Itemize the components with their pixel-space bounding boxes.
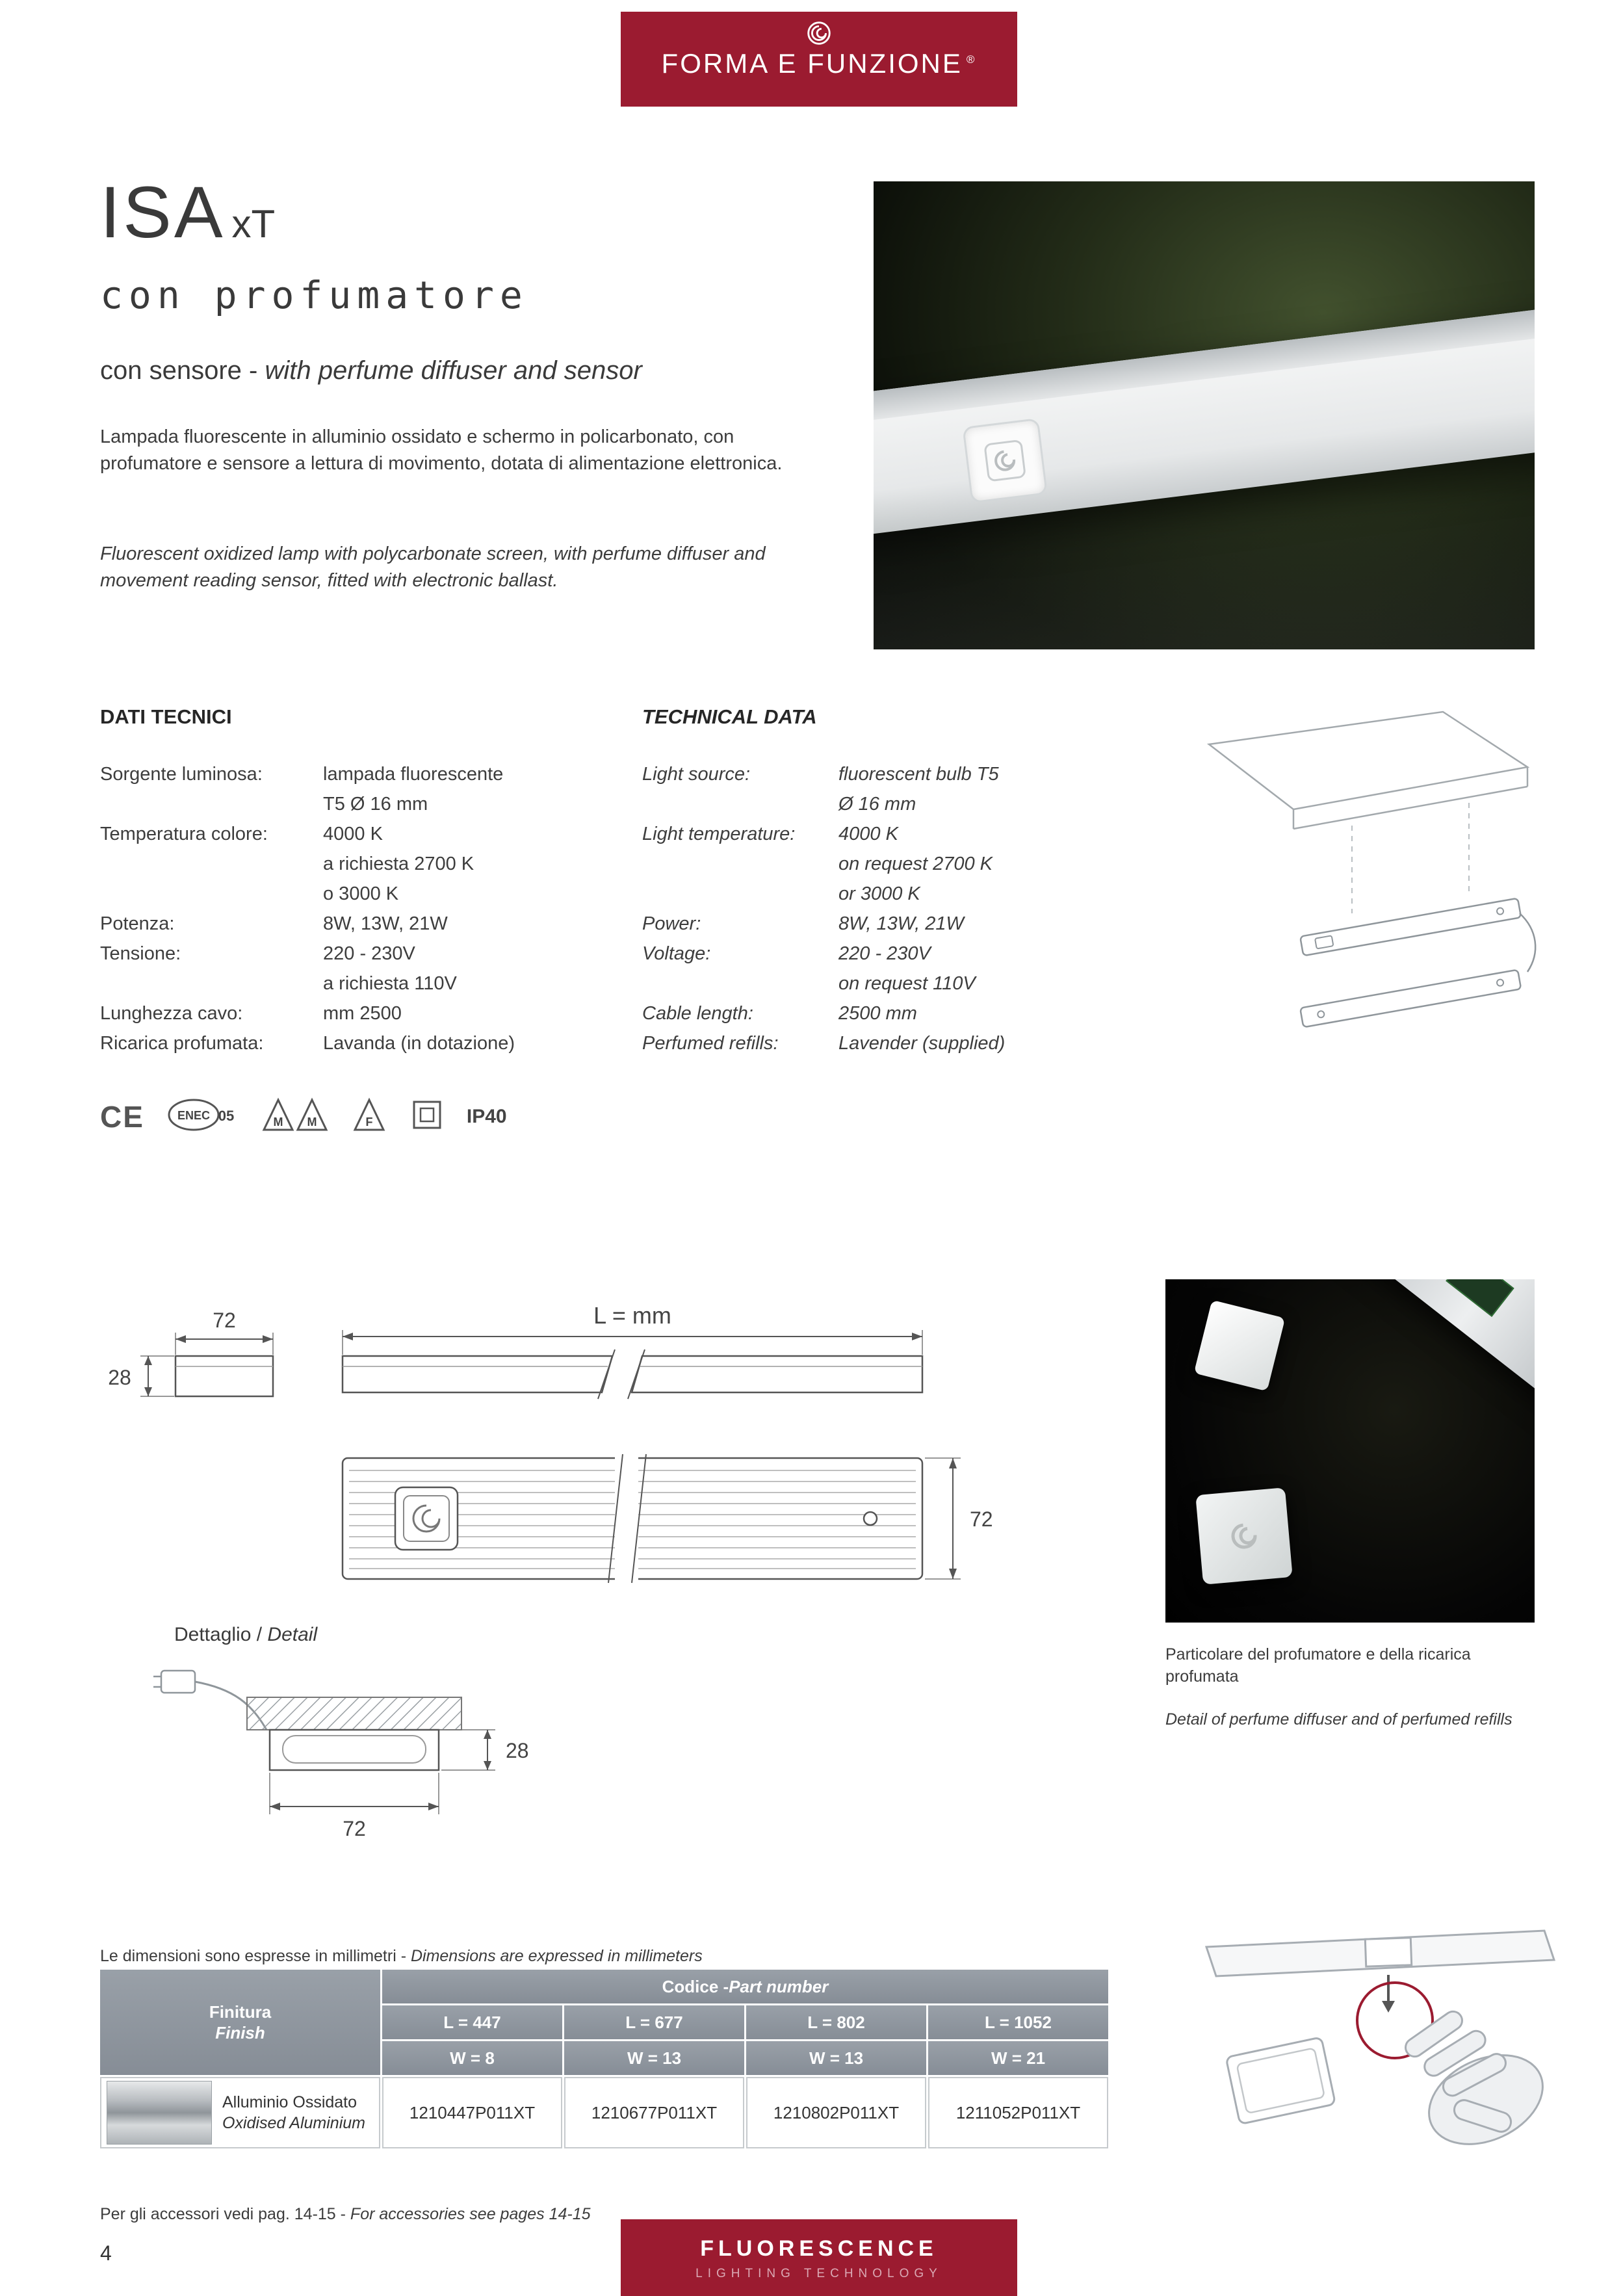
tech-specs-italian: [100, 759, 640, 1058]
footer-banner: [621, 2219, 1017, 2296]
footer-brand-line: FLUORESCENCE: [700, 2236, 938, 2261]
tech-specs-english: [642, 759, 1162, 1058]
spec-row: Tensione: 220 - 230V: [100, 943, 415, 964]
page-number: 4: [100, 2241, 112, 2265]
spec-row: T5 Ø 16 mm: [323, 794, 428, 815]
brand-mark-icon: [621, 18, 1017, 48]
diffuser-swirl-icon: [1232, 1524, 1256, 1548]
spec-row: Voltage: 220 - 230V: [642, 943, 931, 964]
dim-detail-width: 72: [343, 1817, 366, 1840]
perfume-diffuser-image: [1195, 1487, 1293, 1585]
part-number-cell: 1211052P011XT: [928, 2077, 1108, 2148]
spec-row: Ricarica profumata: Lavanda (in dotazione): [100, 1033, 515, 1054]
footer-tagline: LIGHTING TECHNOLOGY: [695, 2267, 942, 2280]
flammable-surface-f-icon: [351, 1097, 387, 1136]
spec-row: Potenza: 8W, 13W, 21W: [100, 913, 448, 934]
installation-diagram: [1163, 705, 1544, 1099]
detail-caption-english: Detail of perfume diffuser and of perfumed refills: [1165, 1710, 1513, 1729]
flammable-surface-mm-icon: [261, 1097, 329, 1136]
wattage-header: W = 8: [382, 2041, 562, 2075]
tech-heading-english: TECHNICAL DATA: [642, 705, 817, 728]
spec-row: Light source: fluorescent bulb T5: [642, 764, 999, 785]
svg-text:05: 05: [218, 1108, 235, 1124]
lamp-aluminium-edge: [874, 304, 1535, 425]
tagline-english: with perfume diffuser and sensor: [265, 356, 642, 385]
description-english: Fluorescent oxidized lamp with polycarbonate screen, with perfume diffuser and movement reading sensor, fitted with electronic ballast.: [100, 543, 766, 591]
dim-front-width: 72: [213, 1309, 236, 1332]
dim-front-height: 28: [108, 1366, 131, 1389]
svg-text:M: M: [273, 1115, 283, 1128]
wattage-header: W = 21: [928, 2041, 1108, 2075]
dim-detail-height: 28: [506, 1739, 529, 1762]
spec-row: Power: 8W, 13W, 21W: [642, 913, 964, 934]
part-number-table: [100, 1970, 1108, 2148]
ce-mark-icon: CE: [100, 1099, 144, 1134]
dimensions-note: Le dimensioni sono espresse in millimetri - Dimensions are expressed in millimeters: [100, 1947, 703, 1965]
aluminium-swatch: [107, 2081, 212, 2145]
spec-row: on request 2700 K: [838, 854, 993, 874]
spec-row: o 3000 K: [323, 883, 399, 904]
finish-column-header: Finitura Finish: [100, 1970, 380, 2075]
sensor-pcb: [1446, 1279, 1514, 1317]
part-number-cell: 1210677P011XT: [564, 2077, 744, 2148]
spec-row: Cable length: 2500 mm: [642, 1003, 917, 1024]
product-name: ISA: [100, 172, 226, 253]
tagline-italian: con sensore -: [100, 356, 265, 385]
cross-section-drawing: [149, 1662, 552, 1860]
photo-reflection: [874, 490, 1535, 649]
length-header: L = 802: [746, 2005, 926, 2039]
enec-mark-icon: [166, 1097, 239, 1136]
spec-row: Sorgente luminosa: lampada fluorescente: [100, 764, 504, 785]
wattage-header: W = 13: [746, 2041, 926, 2075]
part-number-cell: 1210447P011XT: [382, 2077, 562, 2148]
spec-row: or 3000 K: [838, 883, 920, 904]
svg-text:M: M: [307, 1115, 317, 1128]
part-number-cell: 1210802P011XT: [746, 2077, 926, 2148]
brand-logo: [621, 12, 1017, 107]
dimension-drawings: [91, 1294, 1027, 1602]
length-header: L = 447: [382, 2005, 562, 2039]
spec-row: Ø 16 mm: [838, 794, 916, 815]
class-ii-icon: [409, 1097, 445, 1136]
length-header: L = 1052: [928, 2005, 1108, 2039]
product-title: [100, 170, 275, 254]
certification-row: [100, 1097, 507, 1136]
perfume-refill-image: [1194, 1300, 1286, 1392]
svg-text:ENEC: ENEC: [177, 1109, 210, 1122]
spec-row: a richiesta 110V: [323, 973, 457, 994]
detail-heading: Dettaglio / Detail: [174, 1624, 318, 1645]
product-photo: [874, 181, 1535, 649]
brand-name: FORMA E FUNZIONE ®: [661, 48, 977, 79]
product-subtitle: con profumatore: [100, 273, 528, 317]
refill-insertion-illustration: [1180, 1911, 1570, 2165]
spec-row: Temperatura colore: 4000 K: [100, 824, 383, 844]
dim-top-depth: 72: [970, 1507, 993, 1531]
svg-text:F: F: [365, 1115, 373, 1128]
registered-mark: ®: [966, 53, 977, 66]
tech-heading-italian: DATI TECNICI: [100, 705, 232, 728]
description-italian: Lampada fluorescente in alluminio ossidato e schermo in policarbonato, con profumatore e sensore a lettura di movimento, dotata di alimentazione elettronica.: [100, 426, 783, 474]
code-column-header: Codice - Part number: [382, 1970, 1108, 2003]
spec-row: on request 110V: [838, 973, 976, 994]
finish-cell: Alluminio Ossidato Oxidised Aluminium: [100, 2077, 380, 2148]
aluminium-profile-image: [1305, 1279, 1535, 1472]
product-tagline: [100, 356, 642, 385]
spec-row: Light temperature: 4000 K: [642, 824, 898, 844]
spec-row: Perfumed refills: Lavender (supplied): [642, 1033, 1006, 1054]
spec-row: Lunghezza cavo: mm 2500: [100, 1003, 402, 1024]
accessories-note: Per gli accessori vedi pag. 14-15 - For accessories see pages 14-15: [100, 2205, 591, 2223]
spec-row: a richiesta 2700 K: [323, 854, 474, 874]
length-header: L = 677: [564, 2005, 744, 2039]
detail-caption-italian: Particolare del profumatore e della ricarica profumata: [1165, 1645, 1471, 1686]
ip-rating: IP40: [466, 1105, 507, 1127]
diffuser-detail-photo: [1165, 1279, 1535, 1623]
dim-length-label: L = mm: [593, 1302, 671, 1329]
wattage-header: W = 13: [564, 2041, 744, 2075]
product-name-suffix: xT: [231, 202, 276, 246]
